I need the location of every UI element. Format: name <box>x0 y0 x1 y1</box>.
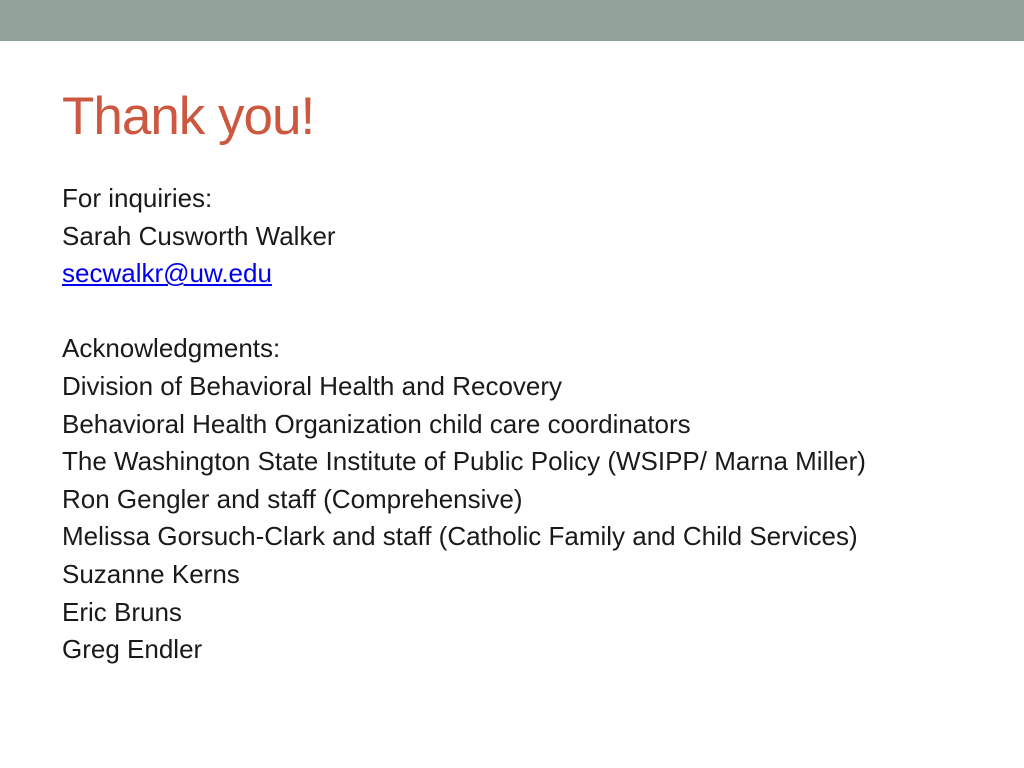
contact-email-line <box>62 255 866 293</box>
acknowledgment-item: Ron Gengler and staff (Comprehensive) <box>62 483 523 514</box>
top-band <box>0 0 1024 41</box>
contact-email-link[interactable]: secwalkr@uw.edu <box>62 258 272 289</box>
inquiries-heading: For inquiries: <box>62 183 213 213</box>
slide-title: Thank you! <box>62 87 315 146</box>
blank-line <box>62 293 866 331</box>
acknowledgment-item: Division of Behavioral Health and Recovery <box>62 370 563 401</box>
acknowledgment-item: Greg Endler <box>62 634 203 665</box>
acknowledgment-item: The Washington State Institute of Public Policy (WSIPP/ Marna Miller) <box>62 446 866 477</box>
slide-body <box>62 180 866 669</box>
acknowledgment-item: Behavioral Health Organization child care coordinators <box>62 408 691 439</box>
contact-name: Sarah Cusworth Walker <box>62 220 336 251</box>
acknowledgment-item: Suzanne Kerns <box>62 558 240 589</box>
acknowledgment-item: Eric Bruns <box>62 596 182 627</box>
acknowledgments-heading: Acknowledgments: <box>62 333 281 364</box>
acknowledgment-item: Melissa Gorsuch-Clark and staff (Catholic Family and Child Services) <box>62 521 858 552</box>
